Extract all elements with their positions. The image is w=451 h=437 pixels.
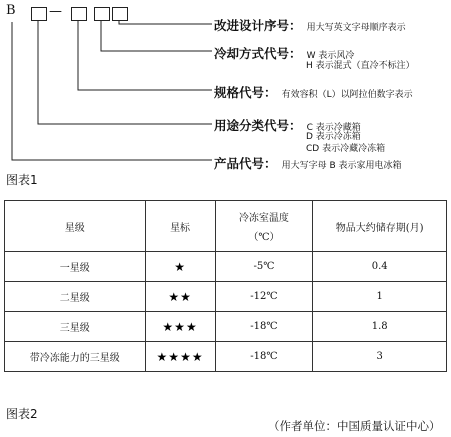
legend-row-design-serial — [214, 15, 406, 34]
cell-months: 1.8 — [313, 312, 447, 342]
cell-temp: -18℃ — [215, 342, 313, 372]
code-box-spec — [71, 7, 87, 21]
legend-row-product — [214, 153, 402, 172]
legend-desc: 有效容积（L）以阿拉伯数字表示 — [281, 90, 413, 100]
code-letter-b: B — [6, 3, 16, 18]
legend-desc: 用大写字母 B 表示家用电冰箱 — [281, 161, 402, 171]
legend-row-spec — [214, 82, 413, 101]
legend-desc: D 表示冷冻箱 — [306, 132, 361, 142]
cell-grade: 二星级 — [5, 282, 146, 312]
cell-months: 0.4 — [313, 252, 447, 282]
connector-line-spec — [78, 21, 212, 90]
figure2-caption: 图表2 — [6, 407, 38, 421]
cell-stars: ★★ — [145, 282, 215, 312]
header-freezer-temp-line1: 冷冻室温度 — [238, 213, 289, 224]
cell-months: 3 — [313, 342, 447, 372]
figure1-caption: 图表1 — [6, 173, 38, 187]
header-storage-period: 物品大约储存期(月) — [313, 201, 447, 252]
connector-line-cooling — [101, 21, 212, 51]
cell-temp: -12℃ — [215, 282, 313, 312]
code-dash: — — [49, 4, 62, 19]
legend-desc: 用大写英文字母顺序表示 — [306, 23, 406, 33]
code-box-usage — [31, 7, 47, 21]
cell-temp: -5℃ — [215, 252, 313, 282]
cell-grade: 一星级 — [5, 252, 146, 282]
table-header-row — [5, 201, 447, 252]
legend-desc: H 表示混式（直冷不标注） — [306, 61, 415, 71]
code-box-cooling — [94, 7, 110, 21]
legend-desc: W 表示风冷 — [306, 51, 355, 61]
table-row — [5, 252, 447, 282]
product-code-diagram — [0, 0, 451, 187]
header-freezer-temp-unit: （℃） — [248, 232, 280, 243]
cell-stars: ★★★ — [145, 312, 215, 342]
header-freezer-temp — [215, 201, 313, 252]
legend-desc: CD 表示冷藏冷冻箱 — [306, 144, 386, 154]
author-affiliation-note: （作者单位：中国质量认证中心） — [268, 419, 441, 433]
legend-title: 改进设计序号： — [214, 18, 302, 33]
connector-line-product — [12, 22, 212, 160]
cell-temp: -18℃ — [215, 312, 313, 342]
legend-desc: C 表示冷藏箱 — [306, 123, 361, 133]
table-row — [5, 282, 447, 312]
cell-grade: 三星级 — [5, 312, 146, 342]
connector-line-design-serial — [119, 21, 212, 24]
cell-stars: ★ — [145, 252, 215, 282]
legend-title: 用途分类代号： — [214, 118, 302, 133]
cell-stars: ★★★★ — [145, 342, 215, 372]
cell-grade: 带冷冻能力的三星级 — [5, 342, 146, 372]
star-rating-table — [4, 200, 447, 372]
code-box-design — [112, 7, 128, 21]
cell-months: 1 — [313, 282, 447, 312]
header-star-mark: 星标 — [145, 201, 215, 252]
connector-line-usage — [38, 21, 212, 124]
legend-title: 冷却方式代号： — [214, 46, 302, 61]
table-row — [5, 312, 447, 342]
legend-title: 产品代号： — [214, 156, 277, 171]
table-row — [5, 342, 447, 372]
header-grade: 星级 — [5, 201, 146, 252]
legend-title: 规格代号： — [214, 85, 277, 100]
